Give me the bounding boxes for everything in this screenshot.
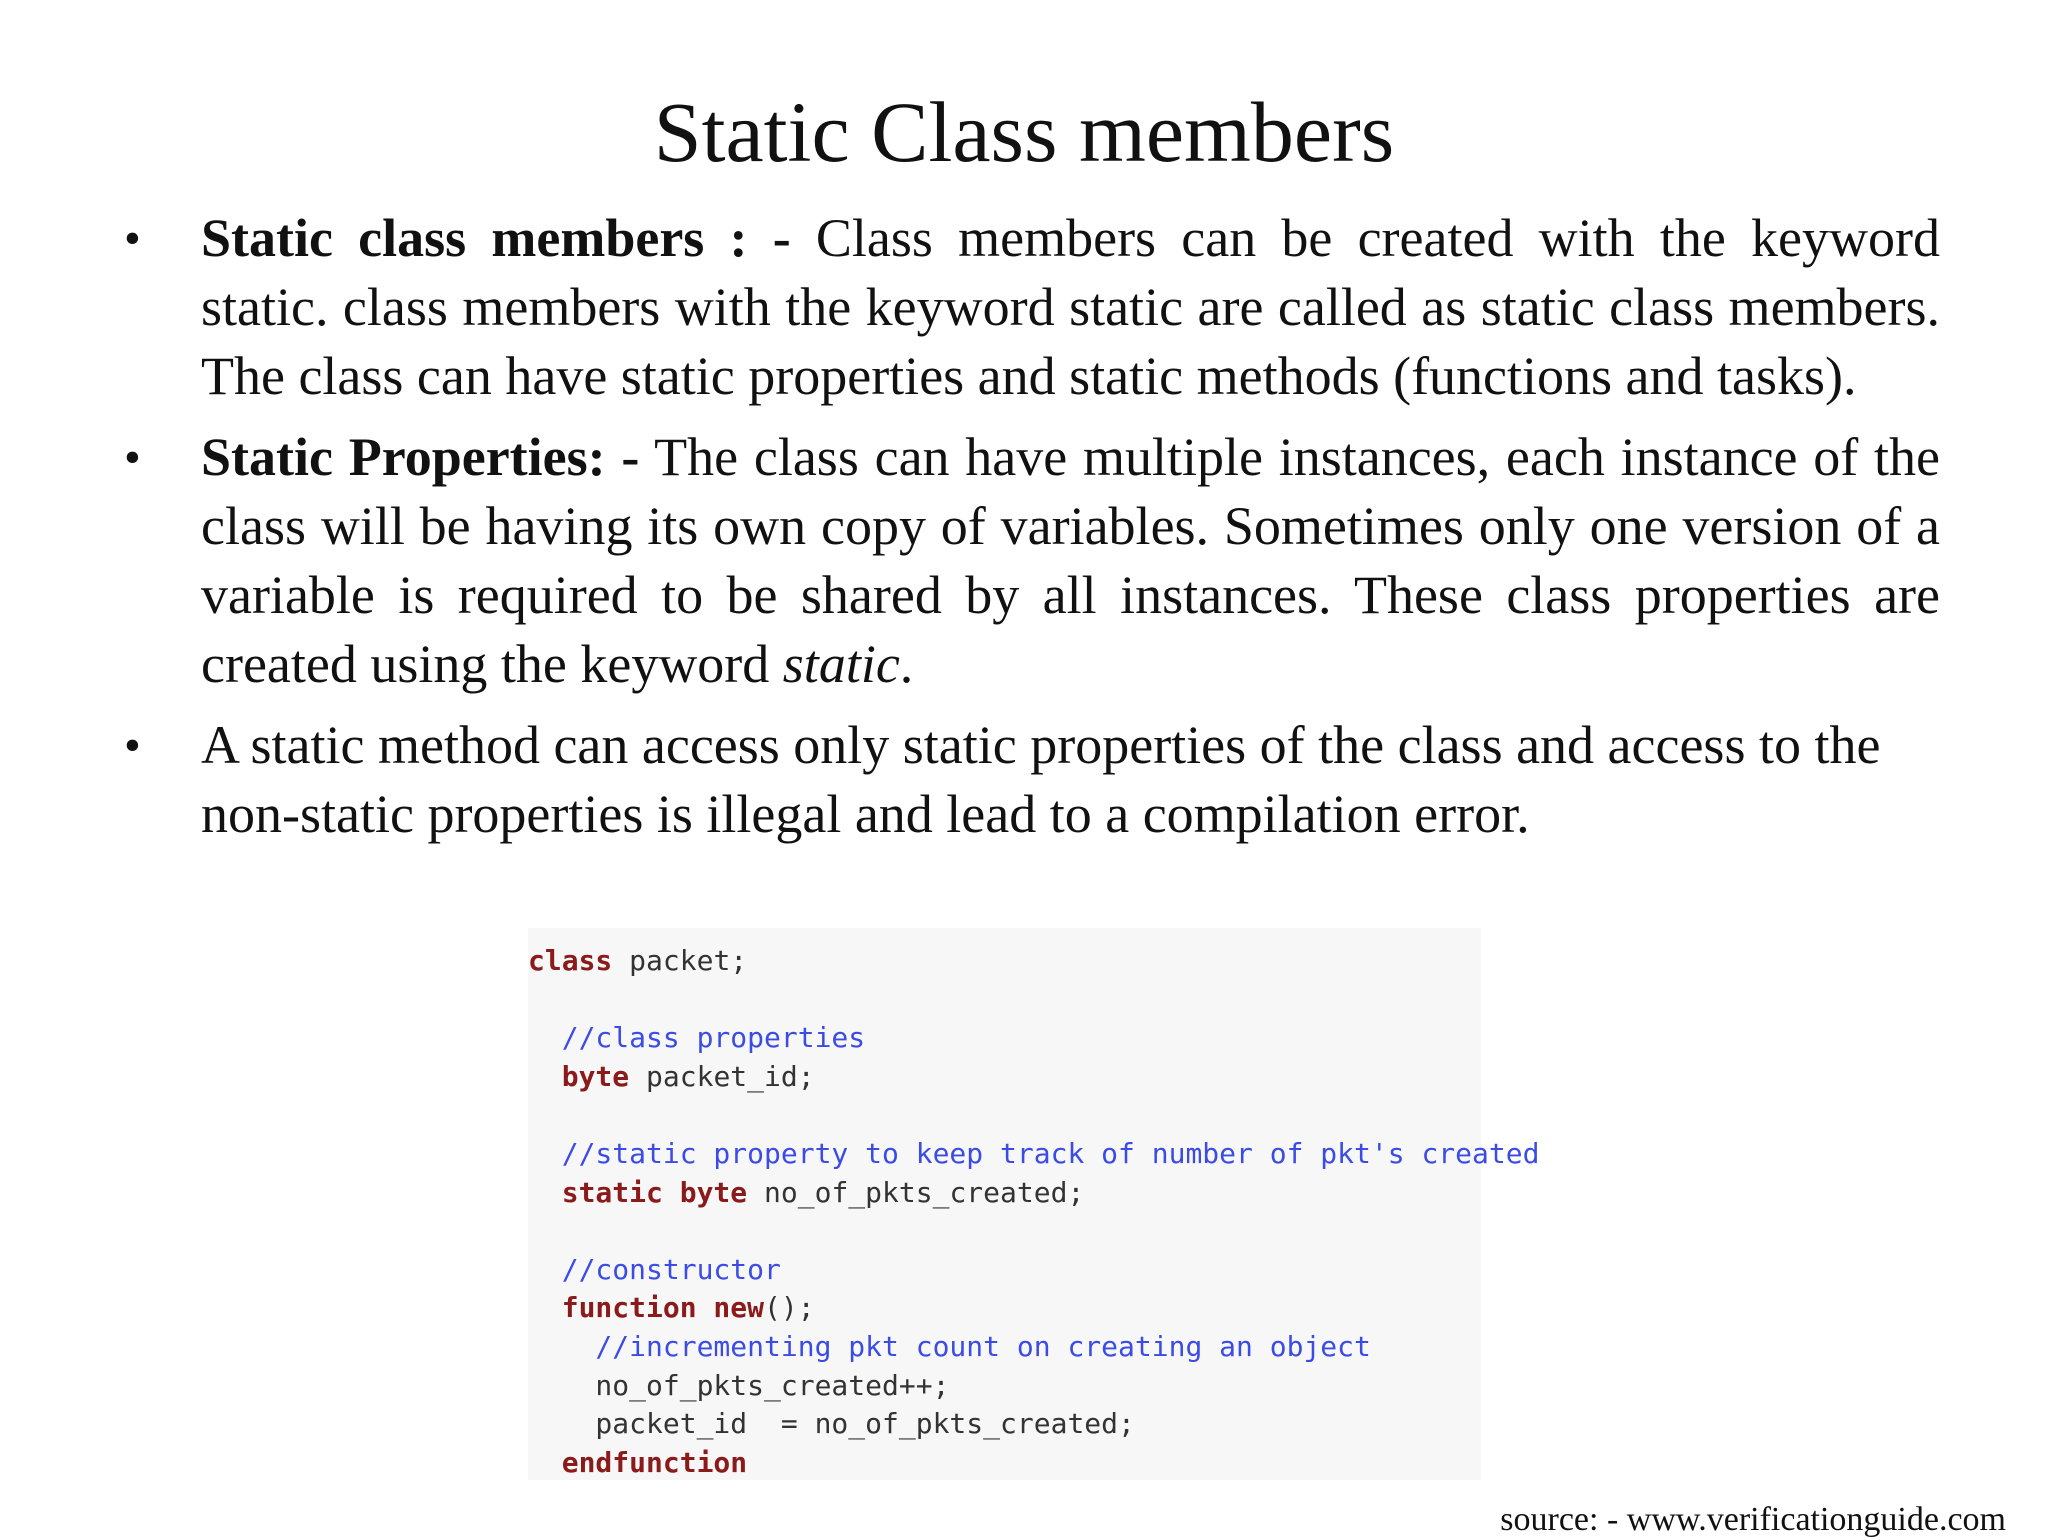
bullet-lead: Static class members : -	[201, 208, 791, 268]
bullet-marker: •	[124, 212, 141, 265]
code-comment: //static property to keep track of number of pkt's created	[528, 1136, 1540, 1170]
code-comment: //constructor	[528, 1252, 781, 1286]
code-line: no_of_pkts_created++;	[528, 1368, 950, 1402]
bullet-marker: •	[124, 719, 141, 772]
code-text: packet;	[612, 944, 748, 977]
code-comment: //incrementing pkt count on creating an object	[528, 1329, 1371, 1363]
code-text: ();	[764, 1291, 815, 1325]
bullet-body: The class can have multiple instances, each instance of the class will be having its own copy of variables. Sometimes only one version of a variable is required to be shared by all instances. These class properties are created using the keyword	[201, 427, 1940, 694]
code-line	[528, 1058, 1481, 1097]
code-text: no_of_pkts_created;	[747, 1175, 1085, 1209]
code-text: packet_id;	[629, 1059, 815, 1093]
bullet-static-method	[120, 711, 1940, 849]
code-keyword: class	[528, 944, 613, 977]
code-blank-line	[528, 1212, 1481, 1251]
code-blank-line	[528, 981, 1481, 1020]
bullet-static-class-members	[120, 204, 1940, 411]
bullet-list	[120, 204, 1940, 861]
code-line	[528, 1174, 1481, 1213]
bullet-text	[201, 204, 1940, 411]
code-line: packet_id = no_of_pkts_created;	[528, 1407, 1135, 1441]
code-line	[528, 942, 1481, 981]
bullet-body: A static method can access only static properties of the class and access to the non-static properties is illegal and lead to a compilation error.	[201, 715, 1881, 844]
code-keyword: function new	[528, 1291, 765, 1325]
code-line	[528, 1289, 1481, 1328]
code-keyword: static byte	[528, 1175, 748, 1209]
bullet-tail: .	[899, 634, 914, 694]
code-snippet	[528, 928, 1540, 1480]
slide-title: Static Class members	[653, 84, 1395, 180]
code-comment: //class properties	[528, 1021, 866, 1055]
bullet-text	[201, 423, 1940, 699]
bullet-body: Class members can be created with the keyword static. class members with the keyword static are called as static class members. The class can have static properties and static methods (functions and tasks).	[201, 208, 1940, 406]
code-blank-line	[528, 1096, 1481, 1135]
code-keyword: byte	[528, 1059, 630, 1093]
bullet-lead: Static Properties: -	[201, 427, 640, 487]
bullet-static-properties	[120, 423, 1940, 699]
keyword-emphasis: static	[782, 634, 900, 694]
bullet-marker: •	[124, 431, 141, 484]
code-line	[528, 1444, 1481, 1483]
source-credit: source: - www.verificationguide.com	[1500, 1501, 2006, 1538]
code-keyword: endfunction	[528, 1445, 748, 1479]
